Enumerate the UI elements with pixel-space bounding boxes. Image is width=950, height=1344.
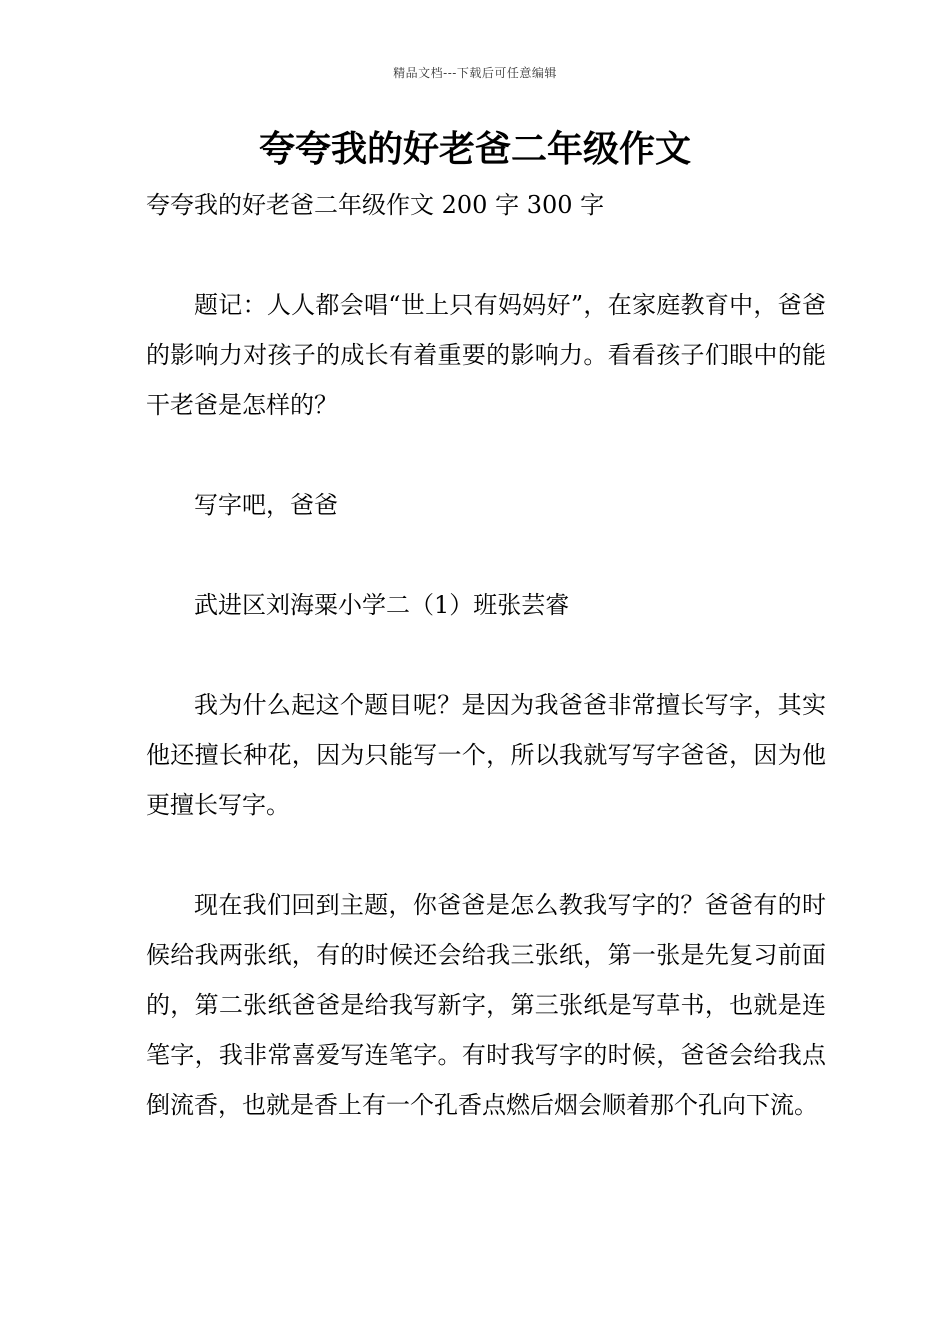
document-subtitle: 夸夸我的好老爸二年级作文 200 字 300 字 <box>146 191 605 219</box>
header-note: 精品文档---下载后可任意编辑 <box>393 66 557 80</box>
spacer <box>146 230 826 280</box>
paragraph-preface: 题记：人人都会唱“世上只有妈妈好”，在家庭教育中，爸爸的影响力对孩子的成长有着重要的影响力。看看孩子们眼中的能干老爸是怎样的？ <box>146 291 826 419</box>
paragraph-body-1: 我为什么起这个题目呢？是因为我爸爸非常擅长写字，其实他还擅长种花，因为只能写一个，所以我就写写字爸爸，因为他更擅长写字。 <box>146 691 826 819</box>
paragraph-essay-title: 写字吧，爸爸 <box>194 491 338 519</box>
spacer <box>146 430 826 480</box>
spacer <box>146 630 826 680</box>
spacer <box>146 830 826 880</box>
spacer <box>146 530 826 580</box>
paragraph-author: 武进区刘海粟小学二（1）班张芸睿 <box>194 591 570 619</box>
document-title: 夸夸我的好老爸二年级作文 <box>258 129 691 170</box>
paragraph-body-2: 现在我们回到主题，你爸爸是怎么教我写字的？爸爸有的时候给我两张纸，有的时候还会给我三张纸，第一张是先复习前面的，第二张纸爸爸是给我写新字，第三张纸是写草书，也就是连笔字，我非常喜爱写连笔字。有时我写字的时候，爸爸会给我点倒流香，也就是香上有一个孔香点燃后烟会顺着那个孔向下流。 <box>146 891 826 1119</box>
document-body <box>146 180 826 1130</box>
